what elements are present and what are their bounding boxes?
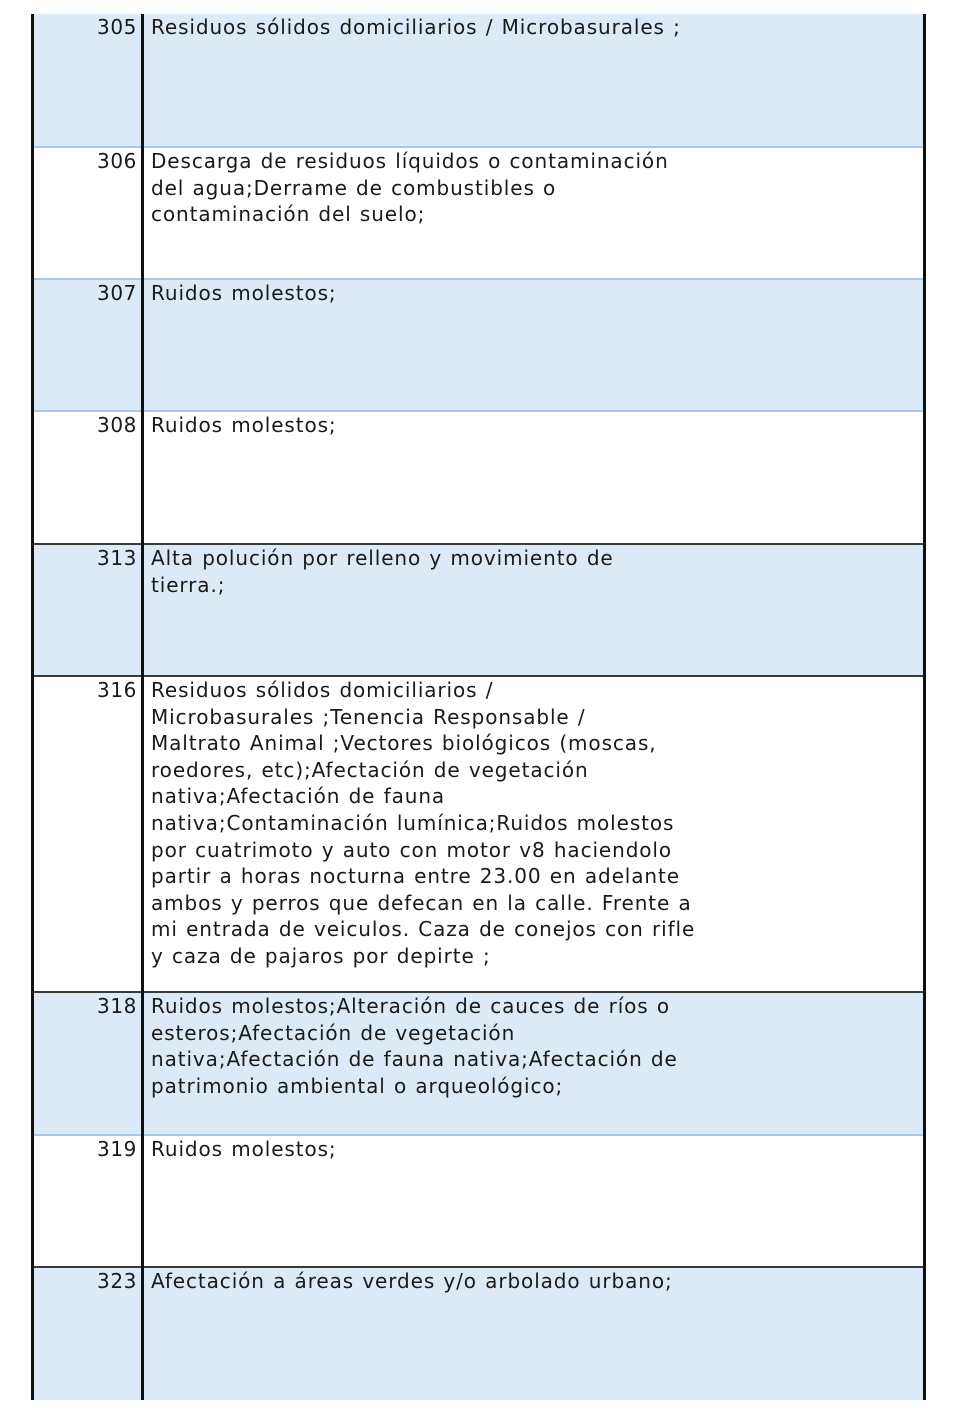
row-description: Alta polución por relleno y movimiento de tierra.;: [151, 546, 614, 597]
row-id: 308: [97, 413, 137, 437]
table-row: [31, 148, 926, 279]
row-id: 318: [97, 994, 137, 1018]
table-right-border: [923, 14, 926, 1400]
table-left-border: [31, 14, 34, 1400]
row-id: 313: [97, 546, 137, 570]
row-description: Ruidos molestos;Alteración de cauces de ríos o esteros;Afectación de vegetación nativa;Afectación de fauna nativa;Afectación de patrimonio ambiental o arqueológico;: [151, 994, 678, 1098]
row-description: Ruidos molestos;: [151, 281, 337, 305]
table-row: [31, 280, 926, 411]
table-row: [31, 14, 926, 147]
table-row: [31, 677, 926, 991]
row-id: 319: [97, 1137, 137, 1161]
row-id: 305: [97, 15, 137, 39]
table-row: [31, 412, 926, 543]
row-description: Descarga de residuos líquidos o contaminación del agua;Derrame de combustibles o contaminación del suelo;: [151, 149, 669, 227]
table-row: [31, 1268, 926, 1400]
table-row: [31, 1136, 926, 1266]
table-row: [31, 545, 926, 676]
row-id: 323: [97, 1269, 137, 1293]
row-description: Ruidos molestos;: [151, 413, 337, 437]
row-id: 316: [97, 678, 137, 702]
table-row: [31, 993, 926, 1134]
row-id: 307: [97, 281, 137, 305]
column-divider: [141, 14, 144, 1400]
row-description: Afectación a áreas verdes y/o arbolado urbano;: [151, 1269, 673, 1293]
row-description: Residuos sólidos domiciliarios / Microbasurales ;Tenencia Responsable / Maltrato Animal ;Vectores biológicos (moscas, roedores, etc);Afectación de vegetación nativa;Afectación de fauna nativa;Contaminación lumínica;Ruidos molestos por cuatrimoto y auto con motor v8 haciendolo partir a horas nocturna entre 23.00 en adelante ambos y perros que defecan en la calle. Frente a mi entrada de veiculos. Caza de conejos con rifle y caza de pajaros por depirte ;: [151, 678, 696, 968]
row-description: Residuos sólidos domiciliarios / Microbasurales ;: [151, 15, 681, 39]
row-description: Ruidos molestos;: [151, 1137, 337, 1161]
row-id: 306: [97, 149, 137, 173]
data-table: [31, 14, 926, 1400]
